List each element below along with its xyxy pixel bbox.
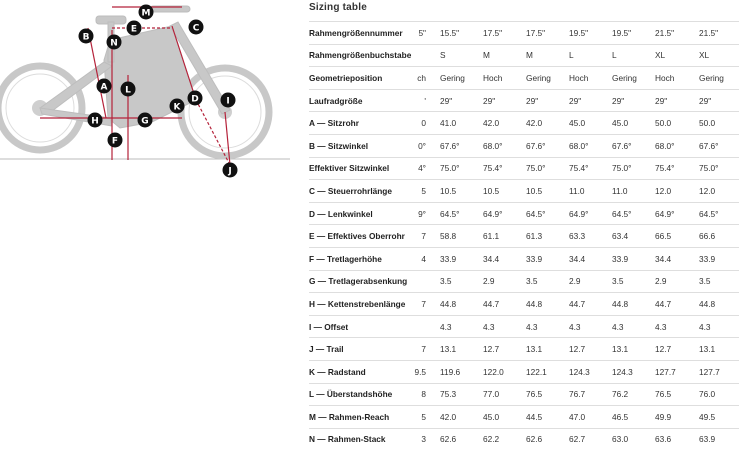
column-gap (426, 157, 440, 180)
table-cell: 34.4 (483, 247, 526, 270)
marker-B (79, 29, 94, 44)
table-cell: 75.0° (612, 157, 655, 180)
sizing-table-body (309, 22, 739, 451)
table-cell: 76.2 (612, 383, 655, 406)
table-cell: XL (699, 44, 739, 67)
table-cell: 124.3 (569, 360, 612, 383)
column-gap (426, 270, 440, 293)
svg-text:N: N (110, 38, 118, 49)
marker-F (108, 133, 123, 148)
column-gap (426, 383, 440, 406)
table-cell: 4 (411, 247, 426, 270)
sizing-table-container (309, 21, 724, 455)
row-label: D — Lenkwinkel (309, 202, 411, 225)
marker-H (88, 113, 103, 128)
svg-text:L: L (125, 85, 131, 96)
table-row (309, 157, 739, 180)
row-label: F — Tretlagerhöhe (309, 247, 411, 270)
table-cell: 47.0 (569, 406, 612, 429)
table-row (309, 406, 739, 429)
table-cell: 5 (411, 180, 426, 203)
svg-text:F: F (111, 136, 119, 147)
table-cell: 33.9 (526, 247, 569, 270)
table-cell: 4.3 (655, 315, 699, 338)
table-row (309, 383, 739, 406)
table-cell (411, 270, 426, 293)
column-gap (426, 338, 440, 361)
svg-text:D: D (191, 94, 199, 105)
table-cell: 75.0° (440, 157, 483, 180)
table-row (309, 315, 739, 338)
table-cell: 21.5" (655, 22, 699, 45)
table-cell (411, 44, 426, 67)
table-cell: 63.0 (612, 428, 655, 450)
table-cell: 7 (411, 225, 426, 248)
table-cell: 44.7 (569, 293, 612, 316)
row-label: M — Rahmen-Reach (309, 406, 411, 429)
table-cell: Hoch (655, 67, 699, 90)
table-row (309, 225, 739, 248)
table-cell: 67.6° (526, 134, 569, 157)
table-row (309, 360, 739, 383)
table-cell: 7 (411, 293, 426, 316)
marker-K (170, 99, 185, 114)
table-cell: 44.8 (612, 293, 655, 316)
row-label: G — Tretlagerabsenkung (309, 270, 411, 293)
table-cell: 44.8 (699, 293, 739, 316)
bike-geometry-diagram (0, 0, 290, 190)
table-cell: 42.0 (483, 112, 526, 135)
table-cell: 12.7 (483, 338, 526, 361)
table-cell: 50.0 (655, 112, 699, 135)
table-cell: 67.6° (612, 134, 655, 157)
svg-text:H: H (91, 116, 99, 127)
table-cell: 62.6 (526, 428, 569, 450)
table-cell: 68.0° (569, 134, 612, 157)
table-cell: 44.5 (526, 406, 569, 429)
table-row (309, 202, 739, 225)
table-cell: 29" (655, 89, 699, 112)
table-cell: 19.5" (612, 22, 655, 45)
table-cell: 50.0 (699, 112, 739, 135)
marker-M (139, 5, 154, 20)
table-row (309, 338, 739, 361)
marker-L (121, 82, 136, 97)
column-gap (426, 360, 440, 383)
table-cell: 68.0° (483, 134, 526, 157)
table-cell: 76.0 (699, 383, 739, 406)
table-cell: M (526, 44, 569, 67)
column-gap (426, 67, 440, 90)
table-cell: 11.0 (569, 180, 612, 203)
table-cell: Gering (699, 67, 739, 90)
table-cell: 8 (411, 383, 426, 406)
marker-E (127, 21, 142, 36)
svg-text:I: I (226, 96, 230, 107)
table-cell: 11.0 (612, 180, 655, 203)
svg-text:K: K (173, 102, 181, 113)
table-row (309, 89, 739, 112)
row-label: C — Steuerrohrlänge (309, 180, 411, 203)
column-gap (426, 315, 440, 338)
marker-C (189, 20, 204, 35)
table-cell: 3.5 (526, 270, 569, 293)
table-cell: ' (411, 89, 426, 112)
table-cell: 13.1 (612, 338, 655, 361)
row-label: N — Rahmen-Stack (309, 428, 411, 450)
table-cell: 4.3 (569, 315, 612, 338)
table-cell: 68.0° (655, 134, 699, 157)
table-cell: 64.9° (655, 202, 699, 225)
table-cell: 13.1 (440, 338, 483, 361)
table-cell: 124.3 (612, 360, 655, 383)
table-row (309, 67, 739, 90)
table-cell: 2.9 (655, 270, 699, 293)
table-cell: 44.7 (483, 293, 526, 316)
table-cell: 63.9 (699, 428, 739, 450)
table-cell: 34.4 (569, 247, 612, 270)
table-cell: 122.0 (483, 360, 526, 383)
row-label: B — Sitzwinkel (309, 134, 411, 157)
table-cell: 75.4° (569, 157, 612, 180)
marker-I (221, 93, 236, 108)
table-cell: 3.5 (612, 270, 655, 293)
table-cell: 4.3 (483, 315, 526, 338)
table-cell: 5" (411, 22, 426, 45)
row-label: A — Sitzrohr (309, 112, 411, 135)
table-cell: 62.6 (440, 428, 483, 450)
table-cell: 58.8 (440, 225, 483, 248)
table-cell: 2.9 (483, 270, 526, 293)
table-cell: 49.5 (699, 406, 739, 429)
table-cell: 64.5° (612, 202, 655, 225)
column-gap (426, 180, 440, 203)
table-row (309, 247, 739, 270)
table-cell: M (483, 44, 526, 67)
table-cell: 63.4 (612, 225, 655, 248)
table-cell: 76.5 (526, 383, 569, 406)
table-cell: 12.7 (655, 338, 699, 361)
column-gap (426, 225, 440, 248)
table-cell: 75.3 (440, 383, 483, 406)
table-cell: 67.6° (440, 134, 483, 157)
table-row (309, 134, 739, 157)
table-cell: 13.1 (699, 338, 739, 361)
table-cell: ch (411, 67, 426, 90)
table-cell: 4.3 (526, 315, 569, 338)
table-cell: 9° (411, 202, 426, 225)
column-gap (426, 428, 440, 450)
table-cell: 46.5 (612, 406, 655, 429)
row-label: K — Radstand (309, 360, 411, 383)
row-label: Rahmengrößennummer (309, 22, 411, 45)
table-cell: 12.7 (569, 338, 612, 361)
table-cell: 42.0 (440, 406, 483, 429)
table-cell: 64.9° (483, 202, 526, 225)
column-gap (426, 44, 440, 67)
row-label: Rahmengrößenbuchstabe (309, 44, 411, 67)
row-label: Laufradgröße (309, 89, 411, 112)
table-cell: 4.3 (440, 315, 483, 338)
table-cell: 33.9 (699, 247, 739, 270)
table-cell: 127.7 (655, 360, 699, 383)
table-row (309, 180, 739, 203)
row-label: I — Offset (309, 315, 411, 338)
table-cell: 0° (411, 134, 426, 157)
table-cell: 10.5 (483, 180, 526, 203)
table-cell: 33.9 (440, 247, 483, 270)
table-cell: 19.5" (569, 22, 612, 45)
table-cell: 61.1 (483, 225, 526, 248)
table-cell: 0 (411, 112, 426, 135)
table-cell: XL (655, 44, 699, 67)
table-cell: 33.9 (612, 247, 655, 270)
table-cell: 62.7 (569, 428, 612, 450)
table-cell: 29" (440, 89, 483, 112)
table-cell: L (569, 44, 612, 67)
row-label: L — Überstandshöhe (309, 383, 411, 406)
svg-text:E: E (130, 24, 138, 35)
table-row (309, 428, 739, 450)
table-cell: 21.5" (699, 22, 739, 45)
table-cell: 42.0 (526, 112, 569, 135)
row-label: Effektiver Sitzwinkel (309, 157, 411, 180)
table-cell: 10.5 (440, 180, 483, 203)
svg-text:J: J (228, 166, 232, 177)
marker-G (138, 113, 153, 128)
table-cell: 64.5° (699, 202, 739, 225)
table-cell: 12.0 (655, 180, 699, 203)
table-row (309, 293, 739, 316)
table-cell: 64.9° (569, 202, 612, 225)
table-cell: 75.4° (655, 157, 699, 180)
table-cell: 127.7 (699, 360, 739, 383)
table-cell: 62.2 (483, 428, 526, 450)
table-cell: 44.7 (655, 293, 699, 316)
table-cell: 67.6° (699, 134, 739, 157)
table-cell: 75.0° (526, 157, 569, 180)
svg-text:B: B (82, 32, 90, 43)
column-gap (426, 22, 440, 45)
table-cell: L (612, 44, 655, 67)
table-cell: 4.3 (699, 315, 739, 338)
table-row (309, 22, 739, 45)
table-cell: 29" (526, 89, 569, 112)
column-gap (426, 293, 440, 316)
table-cell: 41.0 (440, 112, 483, 135)
table-cell: 9.5 (411, 360, 426, 383)
table-cell: 7 (411, 338, 426, 361)
table-row (309, 270, 739, 293)
table-cell: 15.5" (440, 22, 483, 45)
table-cell: 29" (612, 89, 655, 112)
table-cell: 45.0 (612, 112, 655, 135)
row-label: Geometrieposition (309, 67, 411, 90)
table-cell: 12.0 (699, 180, 739, 203)
marker-N (107, 35, 122, 50)
table-row (309, 112, 739, 135)
table-cell: 10.5 (526, 180, 569, 203)
table-cell: 5 (411, 406, 426, 429)
table-cell (411, 315, 426, 338)
table-cell: 119.6 (440, 360, 483, 383)
table-cell: 34.4 (655, 247, 699, 270)
table-cell: 66.6 (699, 225, 739, 248)
table-cell: 63.3 (569, 225, 612, 248)
table-cell: 29" (483, 89, 526, 112)
table-cell: 44.8 (440, 293, 483, 316)
table-cell: 29" (699, 89, 739, 112)
table-cell: 4.3 (612, 315, 655, 338)
table-cell: 17.5" (526, 22, 569, 45)
table-cell: 17.5" (483, 22, 526, 45)
row-label: J — Trail (309, 338, 411, 361)
table-cell: Gering (612, 67, 655, 90)
table-cell: 45.0 (483, 406, 526, 429)
column-gap (426, 406, 440, 429)
table-cell: 45.0 (569, 112, 612, 135)
table-cell: S (440, 44, 483, 67)
table-cell: 64.5° (526, 202, 569, 225)
column-gap (426, 247, 440, 270)
table-row (309, 44, 739, 67)
table-cell: Hoch (483, 67, 526, 90)
svg-text:M: M (141, 8, 151, 19)
table-cell: 4° (411, 157, 426, 180)
table-cell: 66.5 (655, 225, 699, 248)
table-cell: 63.6 (655, 428, 699, 450)
table-cell: Gering (440, 67, 483, 90)
table-cell: 61.3 (526, 225, 569, 248)
table-cell: 122.1 (526, 360, 569, 383)
marker-A (97, 79, 112, 94)
table-cell: Gering (526, 67, 569, 90)
table-title: Sizing table (309, 2, 367, 13)
table-cell: 75.4° (483, 157, 526, 180)
svg-text:C: C (192, 23, 200, 34)
table-cell: 76.5 (655, 383, 699, 406)
table-cell: 29" (569, 89, 612, 112)
table-cell: 49.9 (655, 406, 699, 429)
column-gap (426, 202, 440, 225)
column-gap (426, 89, 440, 112)
table-cell: 75.0° (699, 157, 739, 180)
svg-text:A: A (100, 82, 108, 93)
table-cell: 3 (411, 428, 426, 450)
marker-D (188, 91, 203, 106)
marker-J (223, 163, 238, 178)
row-label: H — Kettenstrebenlänge (309, 293, 411, 316)
row-label: E — Effektives Oberrohr (309, 225, 411, 248)
table-cell: 76.7 (569, 383, 612, 406)
table-cell: 2.9 (569, 270, 612, 293)
column-gap (426, 134, 440, 157)
table-cell: 77.0 (483, 383, 526, 406)
table-cell: 3.5 (699, 270, 739, 293)
table-cell: 3.5 (440, 270, 483, 293)
svg-text:G: G (141, 116, 149, 127)
table-cell: 64.5° (440, 202, 483, 225)
sizing-table (309, 21, 739, 450)
column-gap (426, 112, 440, 135)
table-cell: Hoch (569, 67, 612, 90)
table-cell: 13.1 (526, 338, 569, 361)
table-cell: 44.8 (526, 293, 569, 316)
